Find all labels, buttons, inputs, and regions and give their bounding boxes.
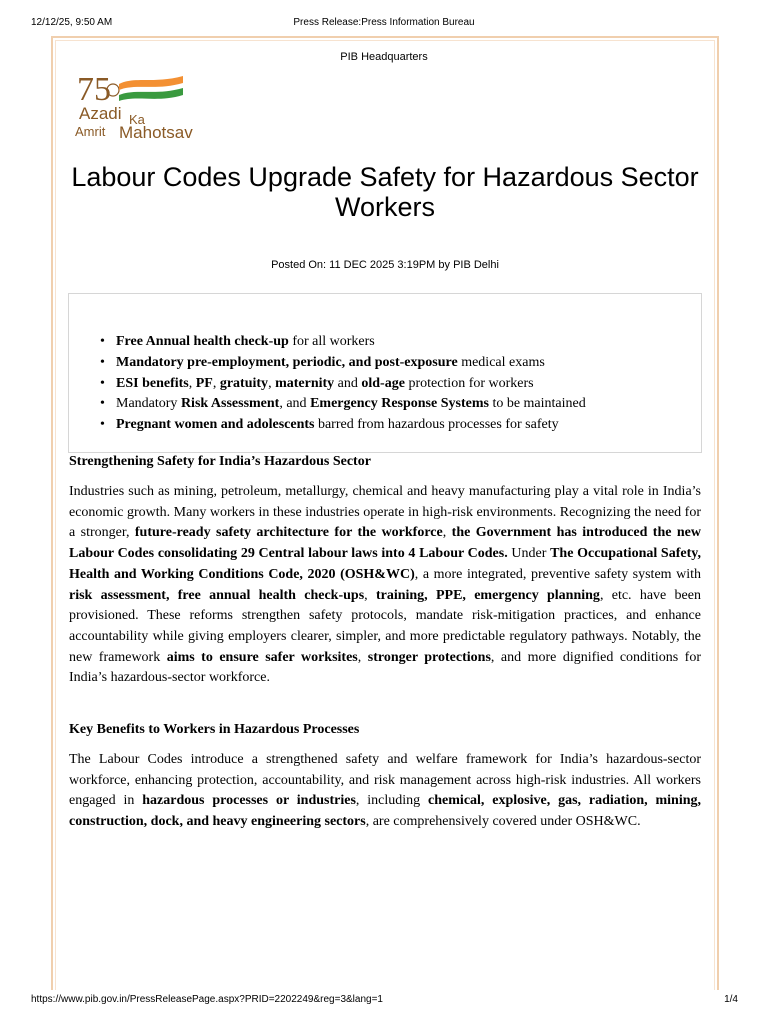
highlight-text: medical exams — [457, 354, 545, 370]
highlight-bold: Pregnant women and adolescents — [116, 417, 315, 433]
print-header — [0, 0, 768, 36]
highlight-bold: Mandatory pre-employment, periodic, and post-exposure — [116, 354, 458, 370]
para-text: , etc. have been provisioned. These reforms strengthen safety protocols, mandate risk-mitigation practices, and enhance accountability while giving employers clearer, simpler, and more predictable regulatory pathways. Notably, the new framework — [69, 587, 701, 665]
para-bold: The Occupational Safety, Health and Working Conditions Code, 2020 (OSH&WC) — [69, 546, 701, 582]
section-paragraph-benefits — [69, 750, 701, 833]
para-text: , including — [355, 793, 429, 809]
highlight-text: to be maintained — [488, 396, 586, 412]
highlight-text: Mandatory — [116, 396, 181, 412]
highlight-item — [116, 374, 586, 395]
para-text: , and more dignified conditions for India’s hazardous-sector workforce. — [69, 649, 701, 686]
para-bold: risk assessment, free annual health check-ups — [69, 587, 365, 603]
highlight-text: , and — [279, 396, 311, 412]
section-heading-benefits: Key Benefits to Workers in Hazardous Processes — [69, 722, 360, 737]
highlight-text: , — [188, 375, 196, 391]
section-paragraph-safety — [69, 482, 701, 689]
para-text: , a more integrated, preventive safety system with — [414, 566, 702, 582]
logo-azadi: Azadi — [79, 104, 122, 123]
highlight-bold: Emergency Response Systems — [310, 396, 489, 412]
para-bold: training, PPE, emergency planning — [375, 587, 600, 603]
highlights-list — [116, 332, 586, 436]
highlight-text: barred from hazardous processes for safety — [314, 417, 559, 433]
logo-ka: Ka — [129, 112, 145, 127]
logo-flag-saffron — [119, 76, 183, 90]
para-bold: hazardous processes or industries — [142, 793, 356, 809]
para-bold: stronger protections — [367, 649, 491, 665]
azadi-ka-amrit-mahotsav-logo — [73, 68, 213, 143]
logo-number: 75 — [77, 71, 111, 108]
highlight-item — [116, 415, 586, 436]
print-page-title: Press Release:Press Information Bureau — [293, 17, 475, 28]
highlight-bold: Free Annual health check-up — [116, 334, 289, 349]
para-text: The Labour Codes introduce a strengthened safety and welfare framework for India’s hazardous-sector workforce, enhancing protection, accountability, and risk management across high-risk industries. All workers engaged in — [69, 752, 701, 809]
highlights-box — [68, 293, 702, 453]
para-bold: the Government has introduced the new Labour Codes consolidating 29 Central labour laws into 4 Labour Codes. — [69, 525, 701, 562]
highlight-bold: old-age — [361, 375, 405, 391]
highlight-text: protection for workers — [404, 375, 534, 391]
para-bold: chemical, explosive, gas, radiation, mining, construction, dock, and heavy engineering sectors — [69, 793, 702, 830]
logo-mahotsav: Mahotsav — [119, 123, 193, 142]
para-text: , — [357, 649, 368, 665]
para-text: Industries such as mining, petroleum, metallurgy, chemical and heavy manufacturing play a vital role in India’s economic growth. Many workers in these industries operate in high-risk environments. Recognizing the need for a stronger, — [69, 484, 701, 541]
highlight-bold: maternity — [275, 375, 335, 391]
release-title: Labour Codes Upgrade Safety for Hazardous Sector Workers — [71, 162, 699, 222]
para-bold: aims to ensure safer worksites — [166, 649, 358, 665]
highlight-bold: PF — [195, 375, 213, 391]
print-url: https://www.pib.gov.in/PressReleasePage.aspx?PRID=2202249&reg=3&lang=1 — [31, 994, 383, 1005]
highlight-text: , — [268, 375, 276, 391]
highlight-text: and — [334, 375, 362, 391]
para-text: , are comprehensively covered under OSH&WC. — [365, 814, 641, 830]
para-text: , — [442, 525, 452, 541]
highlight-text: for all workers — [288, 334, 375, 349]
highlight-bold: Risk Assessment — [180, 396, 280, 412]
highlight-item — [116, 332, 586, 353]
logo-flag-green — [119, 88, 183, 101]
pib-headquarters-label: PIB Headquarters — [340, 51, 428, 63]
highlight-bold: ESI benefits — [116, 375, 189, 391]
logo-amrit: Amrit — [75, 124, 106, 139]
section-heading-safety: Strengthening Safety for India’s Hazardous Sector — [69, 454, 371, 469]
print-date: 12/12/25, 9:50 AM — [31, 17, 113, 28]
para-text: Under — [507, 546, 551, 562]
posted-date-line: Posted On: 11 DEC 2025 3:19PM by PIB Delhi — [271, 259, 499, 271]
print-page-number: 1/4 — [724, 994, 738, 1005]
highlight-item — [116, 353, 586, 374]
para-bold: future-ready safety architecture for the workforce — [134, 525, 443, 541]
para-text: , — [364, 587, 376, 603]
highlight-item — [116, 394, 586, 415]
highlight-text: , — [212, 375, 220, 391]
highlight-bold: gratuity — [219, 375, 269, 391]
